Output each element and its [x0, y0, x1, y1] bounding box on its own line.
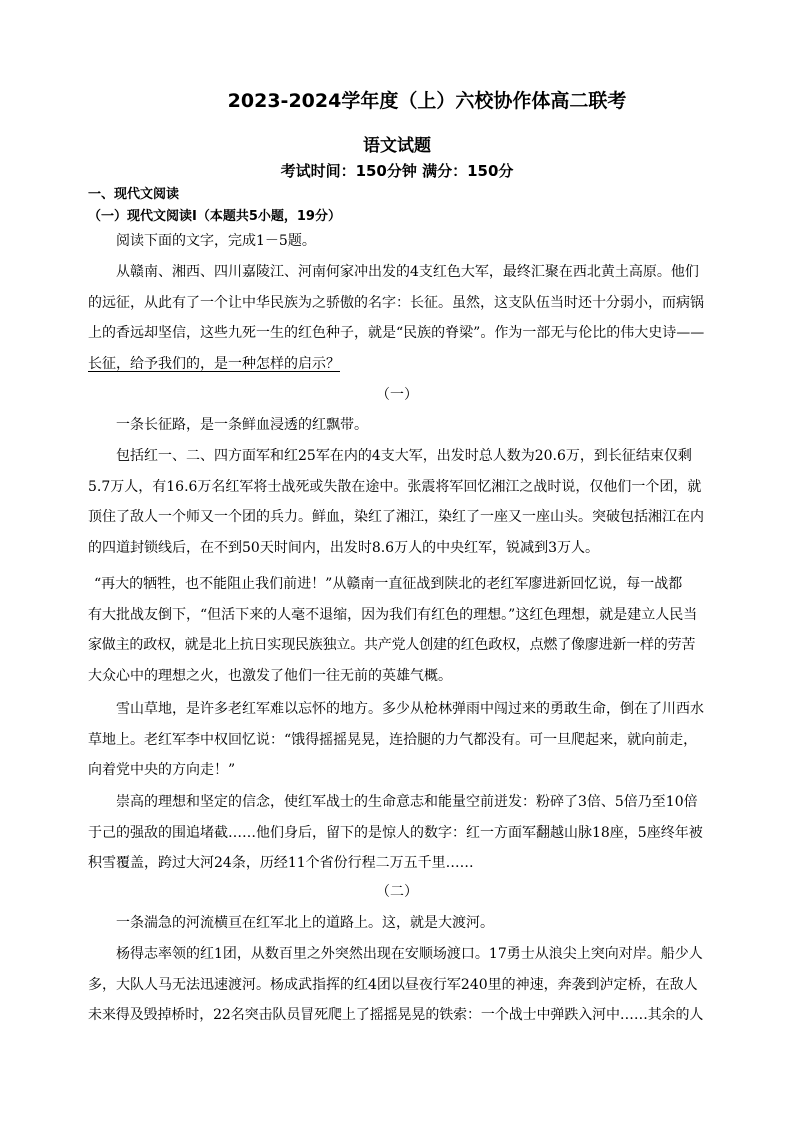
text-line: 家做主的政权，就是北上抗日实现民族独立。共产党人创建的红色政权，点燃了像廖进新一样的劳苦	[88, 637, 696, 653]
exam-info: 考试时间：150分钟 满分：150分	[280, 162, 514, 180]
paragraph	[88, 441, 706, 563]
text-line: 于己的强敌的围追堵截……他们身后，留下的是惊人的数字：红一方面军翻越山脉18座，5座终年被	[88, 824, 703, 841]
text-line: 大众心中的理想之火，也激发了他们一往无前的英雄气概。	[88, 667, 452, 684]
text-line: 从赣南、湘西、四川嘉陵江、河南何家冲出发的4支红色大军，最终汇聚在西北黄土高原。他们	[116, 264, 699, 280]
text-line: 顶住了敌人一个师又一个团的兵力。鲜血，染红了湘江，染红了一座又一座山头。突破包括湘江在内	[88, 509, 704, 525]
text-line: 一条长征路，是一条鲜血浸透的红飘带。	[116, 417, 368, 433]
subject-title: 语文试题	[363, 136, 431, 156]
text-line: 崇高的理想和坚定的信念，使红军战士的生命意志和能量空前迸发：粉碎了3倍、5倍乃至10倍	[116, 794, 698, 810]
exam-title: 2023-2024学年度（上）六校协作体高二联考	[227, 90, 627, 112]
text-line: 草地上。老红军李中权回忆说：“饿得摇摇晃晃，连拾腿的力气都没有。可一旦爬起来，就向前走，	[88, 731, 698, 748]
text-line: 有大批战友倒下，“但活下来的人毫不退缩，因为我们有红色的理想。”这红色理想，就是建立人民当	[88, 606, 698, 623]
text-line: 多，大队人马无法迅速渡河。杨成武指挥的红4团以昼夜行军240里的神速，奔袭到泸定桥，在敌人	[88, 976, 698, 993]
underlined-line-wrap	[88, 349, 706, 380]
text-line: 的远征，从此有了一个让中华民族为之骄傲的名字：长征。虽然，这支队伍当时还十分弱小，而病锅	[88, 294, 704, 311]
part-heading-2: （二）	[376, 884, 418, 900]
paragraph	[88, 908, 706, 939]
text-line: “再大的牺牲，也不能阻止我们前进！”从赣南一直征战到陕北的老红军廖进新回忆说，每一战都	[94, 576, 683, 592]
text-line: 雪山草地，是许多老红军难以忘怀的地方。多少从枪林弹雨中闯过来的勇敢生命，倒在了川西水	[116, 701, 704, 717]
paragraph	[88, 410, 706, 441]
text-line: 的四道封锁线后，在不到50天时间内，出发时8.6万人的中央红军，锐减到3万人。	[88, 539, 599, 556]
text-line: 上的香远却坚信，这些九死一生的红色种子，就是“民族的脊梁”。作为一部无与伦比的伟大史诗——	[88, 325, 705, 341]
text-line: 一条湍急的河流横亘在红军北上的道路上。这，就是大渡河。	[116, 915, 494, 931]
underlined-question: 长征，给予我们的，是一种怎样的启示？	[88, 355, 340, 372]
subsection-heading: （一）现代文阅读Ⅰ（本题共5小题，19分）	[88, 209, 341, 224]
section-heading: 一、现代文阅读	[88, 187, 180, 202]
paragraph	[88, 694, 706, 786]
paragraph	[88, 939, 706, 1031]
text-line: 杨得志率领的红1团，从数百里之外突然出现在安顺场渡口。17勇士从浪尖上突向对岸。船少人	[116, 946, 703, 962]
intro-paragraph	[88, 257, 706, 379]
paragraph	[88, 787, 706, 879]
text-line: 积雪覆盖，跨过大河24条，历经11个省份行程二万五千里……	[88, 855, 474, 871]
text-line: 包括红一、二、四方面军和红25军在内的4支大军，出发时总人数为20.6万，到长征结束仅剩	[116, 448, 692, 464]
reading-instruction	[88, 226, 706, 257]
text-line: 5.7万人，有16.6万名红军将士战死或失散在途中。张震将军回忆湘江之战时说，仅他们一个团，就	[88, 478, 702, 495]
part-heading-1: （一）	[376, 387, 418, 403]
text-line: 向着党中央的方向走！”	[88, 762, 236, 778]
paragraph	[80, 569, 698, 691]
instruction-text: 阅读下面的文字，完成1－5题。	[116, 233, 316, 249]
text-line: 未来得及毁掉桥时，22名突击队员冒死爬上了摇摇晃晃的铁索：一个战士中弹跌入河中……其余的人	[88, 1007, 704, 1023]
